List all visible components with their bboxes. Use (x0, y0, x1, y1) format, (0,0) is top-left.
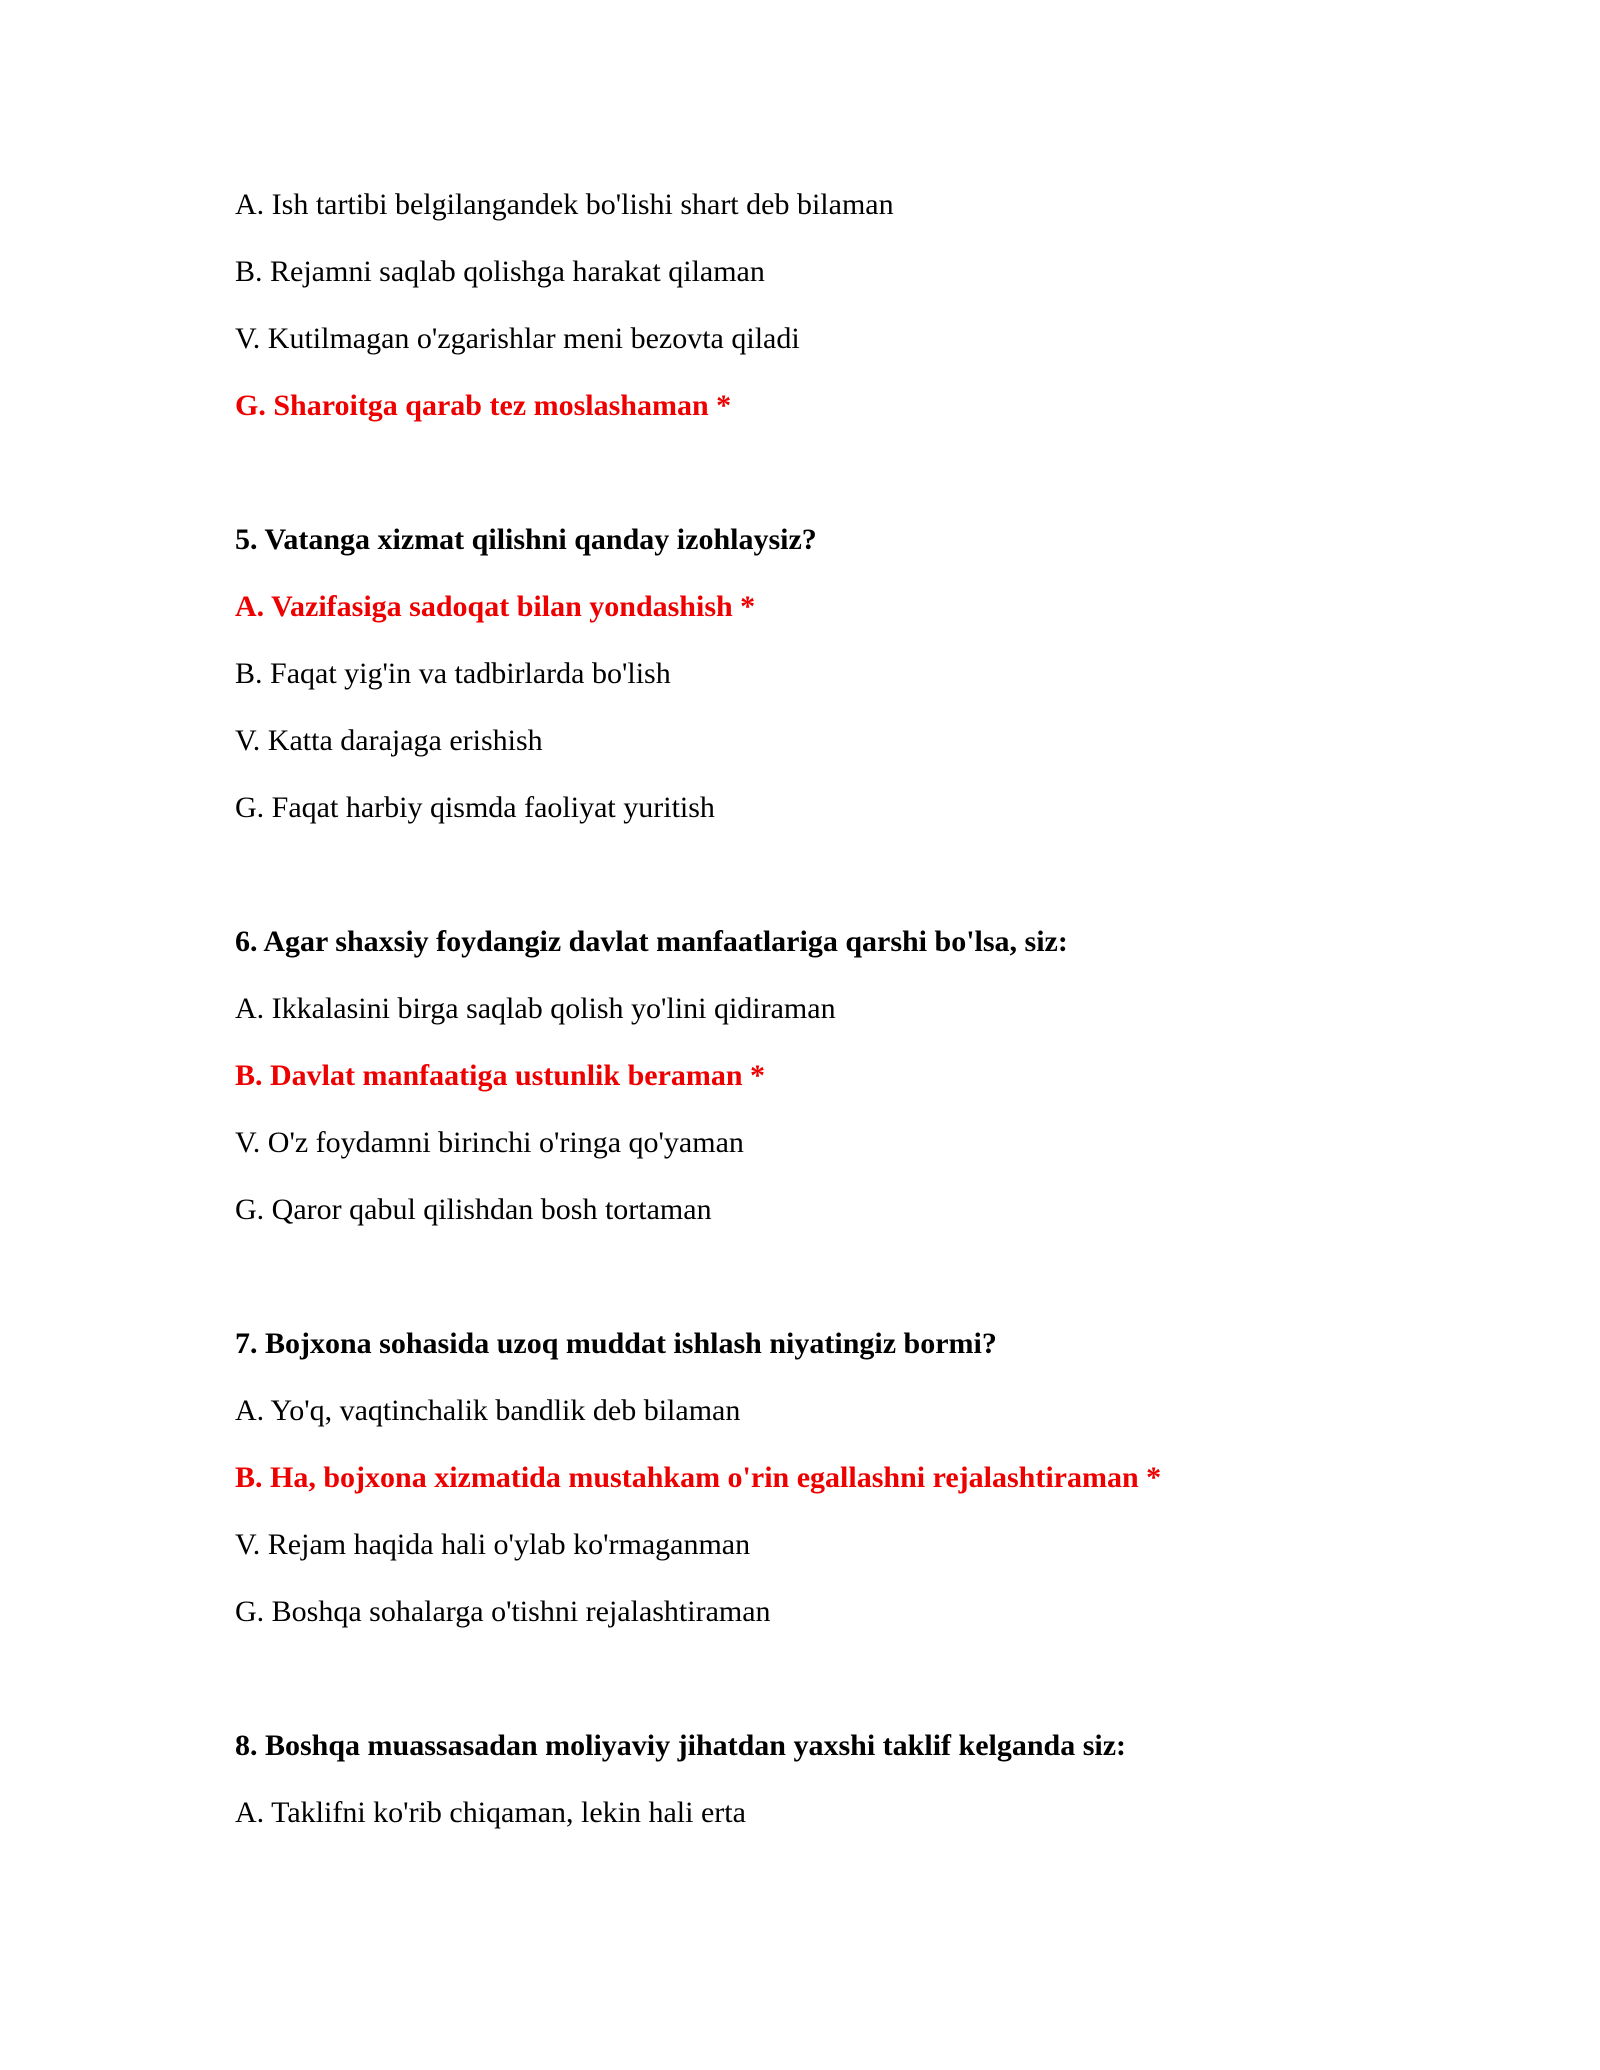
option-5v: V. Katta darajaga erishish (235, 724, 543, 757)
option-7g: G. Boshqa sohalarga o'tishni rejalashtiraman (235, 1595, 771, 1628)
question-6: 6. Agar shaxsiy foydangiz davlat manfaatlariga qarshi bo'lsa, siz: (235, 925, 1068, 958)
option-7v: V. Rejam haqida hali o'ylab ko'rmaganman (235, 1528, 751, 1561)
option-6g: G. Qaror qabul qilishdan bosh tortaman (235, 1193, 712, 1226)
option-6a: A. Ikkalasini birga saqlab qolish yo'lini qidiraman (235, 992, 836, 1025)
question-8: 8. Boshqa muassasadan moliyaviy jihatdan yaxshi taklif kelganda siz: (235, 1729, 1127, 1762)
question-7: 7. Bojxona sohasida uzoq muddat ishlash niyatingiz bormi? (235, 1327, 997, 1360)
option-4v: V. Kutilmagan o'zgarishlar meni bezovta qiladi (235, 322, 800, 355)
option-5g: G. Faqat harbiy qismda faoliyat yuritish (235, 791, 715, 824)
option-6v: V. O'z foydamni birinchi o'ringa qo'yaman (235, 1126, 744, 1159)
option-4b: B. Rejamni saqlab qolishga harakat qilaman (235, 255, 765, 288)
option-8a: A. Taklifni ko'rib chiqaman, lekin hali erta (235, 1796, 746, 1829)
option-5b: B. Faqat yig'in va tadbirlarda bo'lish (235, 657, 671, 690)
option-4g-correct: G. Sharoitga qarab tez moslashaman * (235, 389, 732, 422)
option-7a: A. Yo'q, vaqtinchalik bandlik deb bilaman (235, 1394, 741, 1427)
option-7b-correct: B. Ha, bojxona xizmatida mustahkam o'rin egallashni rejalashtiraman * (235, 1461, 1162, 1494)
option-5a-correct: A. Vazifasiga sadoqat bilan yondashish * (235, 590, 756, 623)
option-4a: A. Ish tartibi belgilangandek bo'lishi shart deb bilaman (235, 188, 894, 221)
option-6b-correct: B. Davlat manfaatiga ustunlik beraman * (235, 1059, 766, 1092)
question-5: 5. Vatanga xizmat qilishni qanday izohlaysiz? (235, 523, 817, 556)
